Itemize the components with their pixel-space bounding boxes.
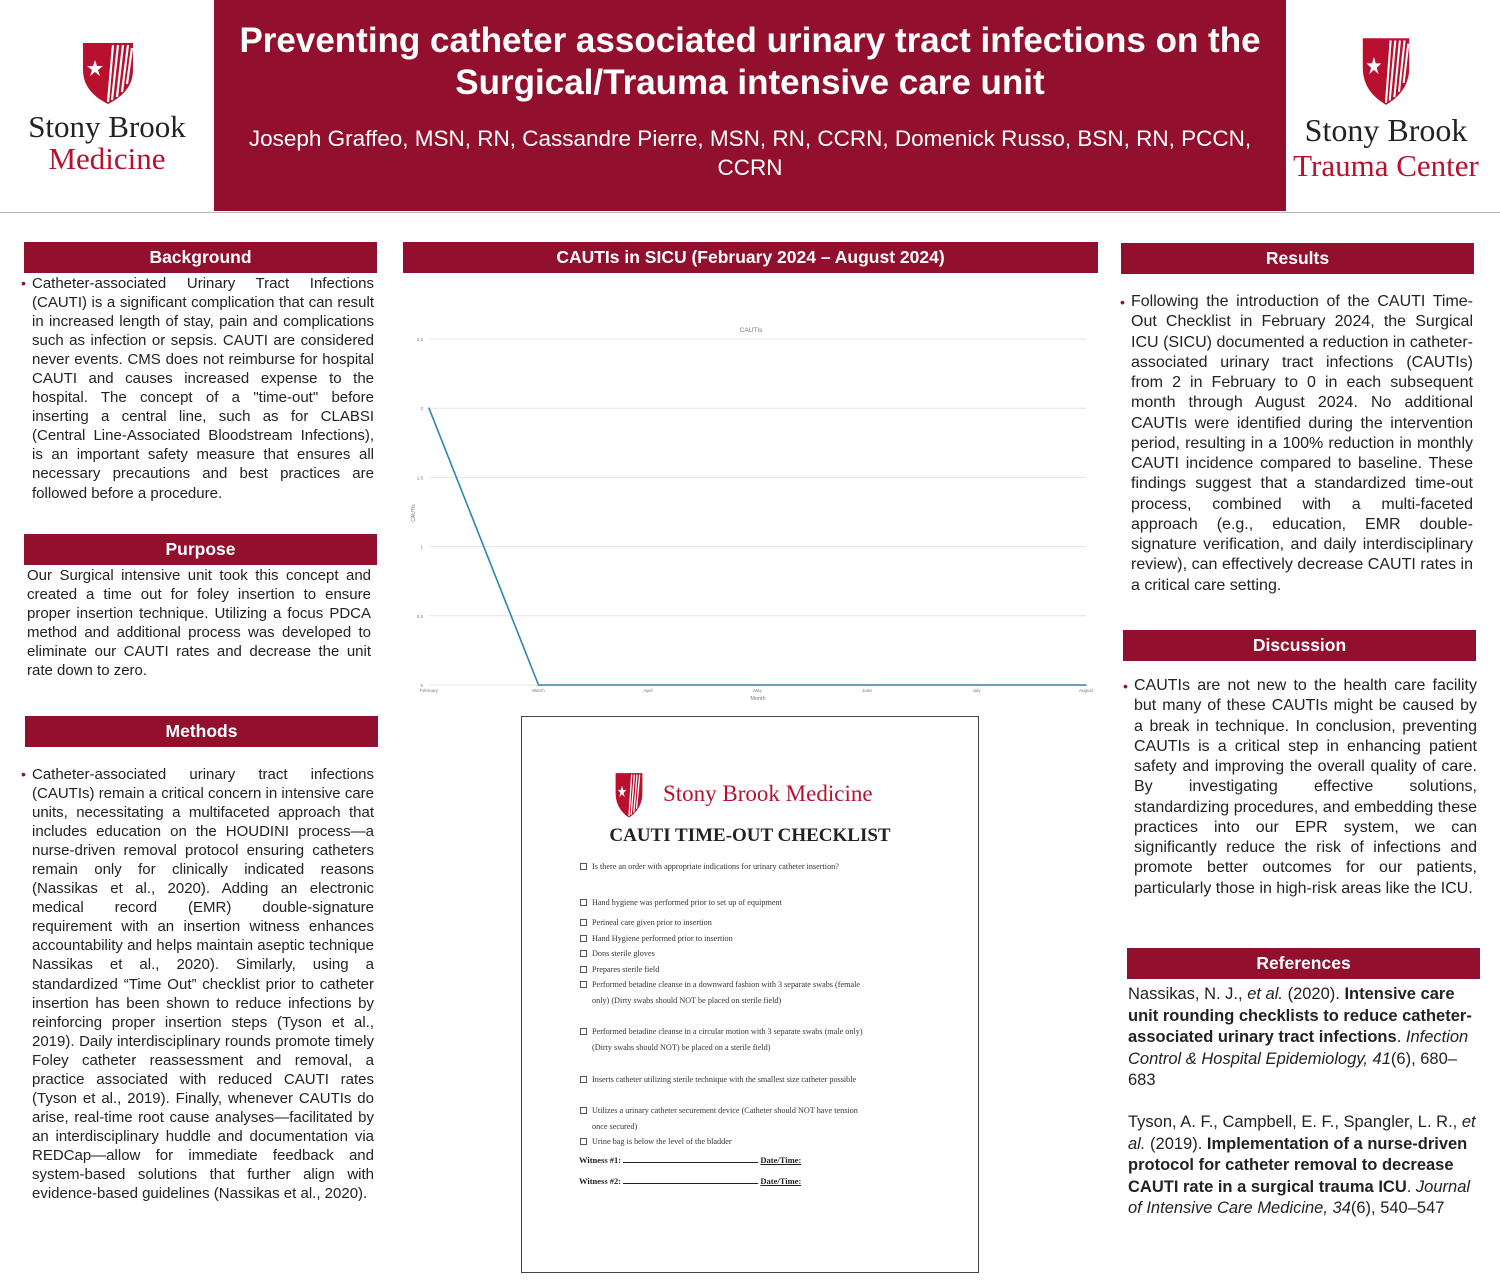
- checklist-item: [592, 1103, 872, 1134]
- chart-data-point: [976, 684, 978, 686]
- chart-y-tick-label: 0.5: [416, 613, 423, 619]
- checkbox-icon: [580, 966, 587, 973]
- checkbox-icon: [580, 863, 587, 870]
- background-heading: Background: [24, 242, 377, 273]
- chart-x-tick-label: April: [643, 688, 653, 693]
- witness-2-label: Witness #2:: [579, 1176, 622, 1186]
- checklist-item-text: Performed betadine cleanse in a circular motion with 3 separate swabs (male only) (Dirty swabs should NOT) be placed on a sterile field): [592, 1027, 863, 1052]
- chart-heading: CAUTIs in SICU (February 2024 – August 2024): [403, 242, 1098, 273]
- discussion-text: • CAUTIs are not new to the health care facility but many of these CAUTIs might be caused by a break in technique. In conclusion, preventing CAUTIs is a critical step in enhancing patient safety and improving the overall quality of care. By investigating effective solutions, standardizing procedures, and embedding these practices into our EPR system, we can significantly reduce the risk of infections and promote better outcomes for our patients, particularly those in high-risk areas like the ICU.: [1126, 676, 1477, 899]
- chart-data-point: [757, 684, 759, 686]
- reference-1-etal: et al.: [1247, 985, 1283, 1003]
- checklist-item: [592, 859, 872, 875]
- discussion-heading: Discussion: [1123, 630, 1476, 661]
- witness-1-date-label: Date/Time:: [760, 1155, 802, 1165]
- shield-logo-icon: [80, 40, 136, 106]
- checkbox-icon: [580, 899, 587, 906]
- results-body: [1123, 292, 1473, 596]
- reference-1-title: Intensive care unit rounding checklists to reduce catheter-associated urinary tract infections: [1128, 985, 1472, 1046]
- checklist-item: [592, 946, 872, 962]
- chart-x-tick-label: June: [862, 688, 872, 693]
- logo-right-line1: Stony Brook: [1304, 112, 1468, 148]
- logo-left-line1: Stony Brook: [28, 109, 186, 144]
- checklist-item: [592, 1024, 872, 1055]
- checklist-item-text: Is there an order with appropriate indications for urinary catheter insertion?: [592, 862, 839, 871]
- logo-left-line2: Medicine: [48, 141, 166, 176]
- methods-text: • Catheter-associated urinary tract infections (CAUTIs) remain a critical concern in intensive care units, necessitating a multifaceted approach that includes education on the HOUDINI process—a nurse-driven removal protocol ensuring catheters remain only for clinically indicated reasons (Nassikas et al., 2020). Adding an electronic medical record (EMR) double-signature requirement with an insertion witness enhances accountability and helps maintain aseptic technique Nassikas et al., 2020). Similarly, using a standardized “Time Out” checklist prior to catheter insertion has been shown to reduce infections by reinforcing proper insertion steps (Tyson et al., 2019). Daily interdisciplinary rounds promote timely Foley catheter reassessment and removal, a practice associated with reduced CAUTI rates (Tyson et al., 2019). Finally, whenever CAUTIs do arise, real-time root cause analyses—facilitated by an interdisciplinary huddle and documentation via REDCap—allow for immediate feedback and system-based solutions that further align with evidence-based guidelines (Nassikas et al., 2020).: [24, 765, 374, 1203]
- background-body: [24, 274, 374, 503]
- chart-x-axis-label: Month: [750, 696, 766, 702]
- checklist-item: [592, 915, 872, 931]
- reference-2-etal: et al.: [1128, 1113, 1476, 1153]
- checklist-item-text: Perineal care given prior to insertion: [592, 918, 712, 927]
- shield-logo-icon: [1360, 35, 1412, 107]
- chart-x-tick-label: February: [419, 688, 439, 693]
- purpose-text: Our Surgical intensive unit took this concept and created a time out for foley insertion to ensure proper insertion technique. Utilizing a focus PDCA method and additional process was developed to eliminate our CAUTI rates and decrease the unit rate down to zero.: [27, 567, 371, 680]
- checklist-item-text: Hand Hygiene performed prior to insertion: [592, 934, 733, 943]
- checkbox-icon: [580, 919, 587, 926]
- reference-2: Tyson, A. F., Campbell, E. F., Spangler, L. R., et al. (2019). Implementation of a nurse-driven protocol for catheter removal to decrease CAUTI rate in a surgical trauma ICU. Journal of Intensive Care Medicine, 34(6), 540–547: [1128, 1113, 1476, 1217]
- checklist-item-text: Urine bag is below the level of the bladder: [592, 1137, 732, 1146]
- checklist-item-text: Performed betadine cleanse in a downward fashion with 3 separate swabs (female only) (Dirty swabs should NOT be placed on sterile field): [592, 980, 861, 1005]
- methods-body: [24, 765, 374, 1203]
- checkbox-icon: [580, 950, 587, 957]
- reference-1-journal: Infection Control & Hospital Epidemiology, 41: [1128, 1028, 1469, 1068]
- checklist-item: [592, 931, 872, 947]
- reference-2-pages: (6), 540–547: [1350, 1199, 1445, 1217]
- methods-heading: Methods: [25, 716, 378, 747]
- checklist-item: [592, 977, 872, 1008]
- results-text: • Following the introduction of the CAUTI Time-Out Checklist in February 2024, the Surgical ICU (SICU) documented a reduction in catheter-associated urinary tract infections (CAUTIs) from 2 in February to 0 in each subsequent month through August 2024. No additional CAUTIs were identified during the intervention period, resulting in a 100% reduction in monthly CAUTI incidence compared to baseline. These findings suggest that a standardized time-out process, combined with a multi-faceted approach (e.g., education, EMR double-signature verification, and daily interdisciplinary review), can effectively decrease CAUTI rates in a critical care setting.: [1123, 292, 1473, 596]
- checkbox-icon: [580, 935, 587, 942]
- logo-right-line2: Trauma Center: [1293, 148, 1479, 183]
- results-heading: Results: [1121, 243, 1474, 274]
- chart-y-tick-label: 1: [420, 544, 423, 550]
- chart-data-point: [866, 684, 868, 686]
- checklist-item-text: Dons sterile gloves: [592, 949, 655, 958]
- checklist-item: [592, 1134, 872, 1150]
- discussion-body: [1126, 676, 1477, 899]
- checklist-item-text: Prepares sterile field: [592, 965, 660, 974]
- chart-x-tick-label: August: [1078, 688, 1094, 693]
- reference-1-authors: Nassikas, N. J.,: [1128, 985, 1248, 1003]
- reference-2-year: (2019).: [1145, 1134, 1207, 1153]
- checklist-item: [592, 962, 872, 978]
- checkbox-icon: [580, 981, 587, 988]
- reference-1-pages: (6), 680–683: [1128, 1049, 1457, 1089]
- reference-2-journal: Journal of Intensive Care Medicine, 34: [1128, 1177, 1471, 1217]
- witness-1-line: [579, 1155, 801, 1165]
- chart-x-tick-label: May: [753, 688, 762, 693]
- witness-1-label: Witness #1:: [579, 1155, 622, 1165]
- poster-title: Preventing catheter associated urinary tract infections on the Surgical/Trauma intensive care unit: [239, 21, 1261, 102]
- witness-2-date-label: Date/Time:: [760, 1176, 802, 1186]
- chart-y-axis-label: CAUTIs: [411, 504, 417, 522]
- witness-2-line: [579, 1176, 801, 1186]
- chart-y-tick-label: 2: [420, 406, 423, 412]
- logo-stony-brook-trauma: [1286, 0, 1500, 211]
- checklist-item-text: Utilizes a urinary catheter securement device (Catheter should NOT have tension once secured): [592, 1106, 858, 1131]
- chart-title: CAUTIs: [739, 327, 763, 334]
- checklist-item: [592, 1072, 872, 1088]
- chart-x-tick-label: March: [532, 688, 545, 693]
- checkbox-icon: [580, 1138, 587, 1145]
- checkbox-icon: [580, 1028, 587, 1035]
- chart-x-tick-label: July: [972, 688, 981, 693]
- reference-1-year: (2020).: [1282, 985, 1345, 1003]
- checkbox-icon: [580, 1107, 587, 1114]
- poster-authors: Joseph Graffeo, MSN, RN, Cassandre Pierre, MSN, RN, CCRN, Domenick Russo, BSN, RN, PCCN, CCRN: [248, 126, 1252, 180]
- purpose-heading: Purpose: [24, 534, 377, 565]
- cauti-line-chart: [403, 276, 1098, 706]
- checklist-item-text: Inserts catheter utilizing sterile technique with the smallest size catheter possible: [592, 1075, 857, 1084]
- logo-stony-brook-medicine: [0, 0, 214, 211]
- checkbox-icon: [580, 1076, 587, 1083]
- background-text: • Catheter-associated Urinary Tract Infections (CAUTI) is a significant complication that can result in increased length of stay, pain and complications such as infection or sepsis. CAUTI are considered never events. CMS does not reimburse for hospital CAUTI and causes increased expense to the hospital. The concept of a "time-out" before inserting a central line, such as for CLABSI (Central Line-Associated Bloodstream Infections), is an important safety measure that ensures all necessary precautions and best practices are followed before a procedure.: [24, 274, 374, 503]
- checklist-logo-text: Stony Brook Medicine: [663, 781, 873, 806]
- chart-y-tick-label: 1.5: [416, 475, 423, 481]
- title-banner: [214, 0, 1286, 211]
- chart-data-point: [1085, 684, 1087, 686]
- references-heading: References: [1127, 948, 1480, 979]
- checklist-image: [521, 716, 979, 1273]
- checklist-title: CAUTI TIME-OUT CHECKLIST: [609, 825, 891, 846]
- checklist-item: [592, 895, 872, 911]
- chart-data-point: [428, 407, 430, 409]
- chart-data-point: [538, 684, 540, 686]
- reference-1: Nassikas, N. J., et al. (2020). Intensive care unit rounding checklists to reduce catheter-associated urinary tract infections. Infection Control & Hospital Epidemiology, 41(6), 680–683: [1128, 985, 1472, 1089]
- chart-y-tick-label: 0: [420, 683, 423, 688]
- chart-y-tick-label: 2.5: [416, 337, 423, 342]
- chart-svg: [403, 276, 1098, 706]
- reference-2-authors: Tyson, A. F., Campbell, E. F., Spangler, L. R.,: [1128, 1113, 1462, 1131]
- chart-data-point: [647, 684, 649, 686]
- checklist-item-text: Hand hygiene was performed prior to set up of equipment: [592, 898, 782, 907]
- reference-2-title: Implementation of a nurse-driven protocol for catheter removal to decrease CAUTI rate in a surgical trauma ICU: [1128, 1134, 1468, 1196]
- checklist-shield-logo-icon: [614, 771, 644, 819]
